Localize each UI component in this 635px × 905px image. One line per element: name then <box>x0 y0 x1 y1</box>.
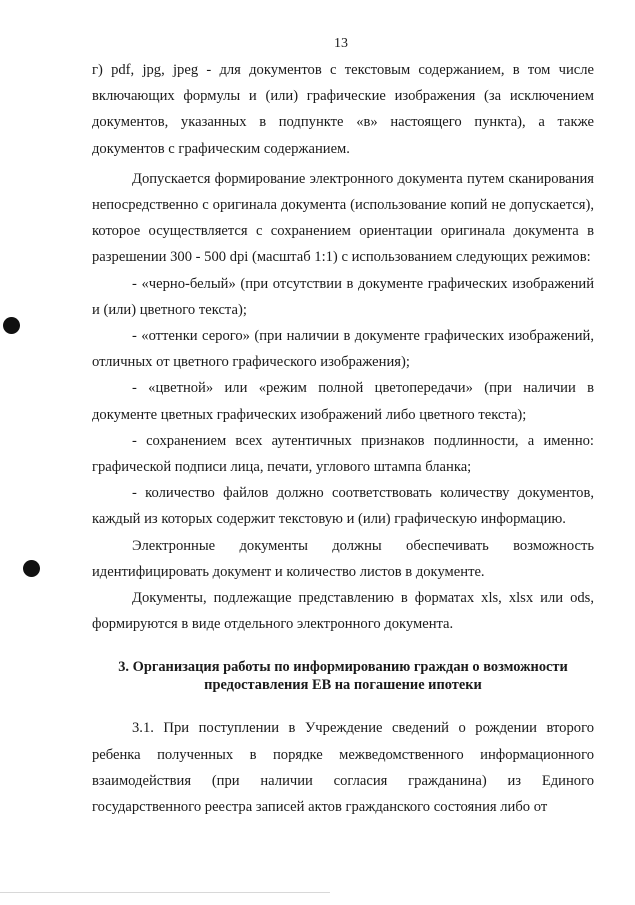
page-number: 13 <box>334 36 348 51</box>
paragraph: г) pdf, jpg, jpeg - для документов с текстовым содержанием, в том числе включающих формулы и (или) графические изображения (за исключением документов, указанных в подпункте «в» настоящего пункта), а также документов с графическим содержанием. <box>92 62 594 157</box>
list-item: - сохранением всех аутентичных признаков подлинности, а именно: графической подписи лица, печати, углового штампа бланка; <box>92 432 594 476</box>
list-item: - «цветной» или «режим полной цветопередачи» (при наличии в документе цветных графических изображений либо цветного текста); <box>92 380 594 423</box>
punch-hole-mark <box>3 317 20 334</box>
list-item: - «оттенки серого» (при наличии в документе графических изображений, отличных от цветного графического изображения); <box>92 328 594 371</box>
paragraph: Документы, подлежащие представлению в форматах xls, xlsx или ods, формируются в виде отдельного электронного документа. <box>92 590 594 633</box>
list-item: - количество файлов должно соответствовать количеству документов, каждый из которых содержит текстовую и (или) графическую информацию. <box>92 485 594 528</box>
paragraph: Допускается формирование электронного документа путем сканирования непосредственно с оригинала документа (использование копий не допускается), которое осуществляется с сохранением ориентации оригинала документа в разрешении 300 - 500 dpi (масштаб 1:1) с использованием следующих режимов: <box>92 170 594 266</box>
paragraph: Электронные документы должны обеспечивать возможность идентифицировать документ и количество листов в документе. <box>92 537 594 580</box>
paragraph: 3.1. При поступлении в Учреждение сведений о рождении второго ребенка полученных в порядке межведомственного информационного взаимодействия (при наличии согласия гражданина) из Единого государственного реестра записей актов гражданского состояния либо от <box>92 720 594 816</box>
document-body <box>92 57 594 820</box>
punch-hole-mark <box>23 560 40 577</box>
section-heading: 3. Организация работы по информированию граждан о возможности предоставления ЕВ на погашение ипотеки <box>118 659 568 693</box>
scan-edge-line <box>0 892 330 893</box>
list-item: - «черно-белый» (при отсутствии в документе графических изображений и (или) цветного текста); <box>92 275 594 318</box>
